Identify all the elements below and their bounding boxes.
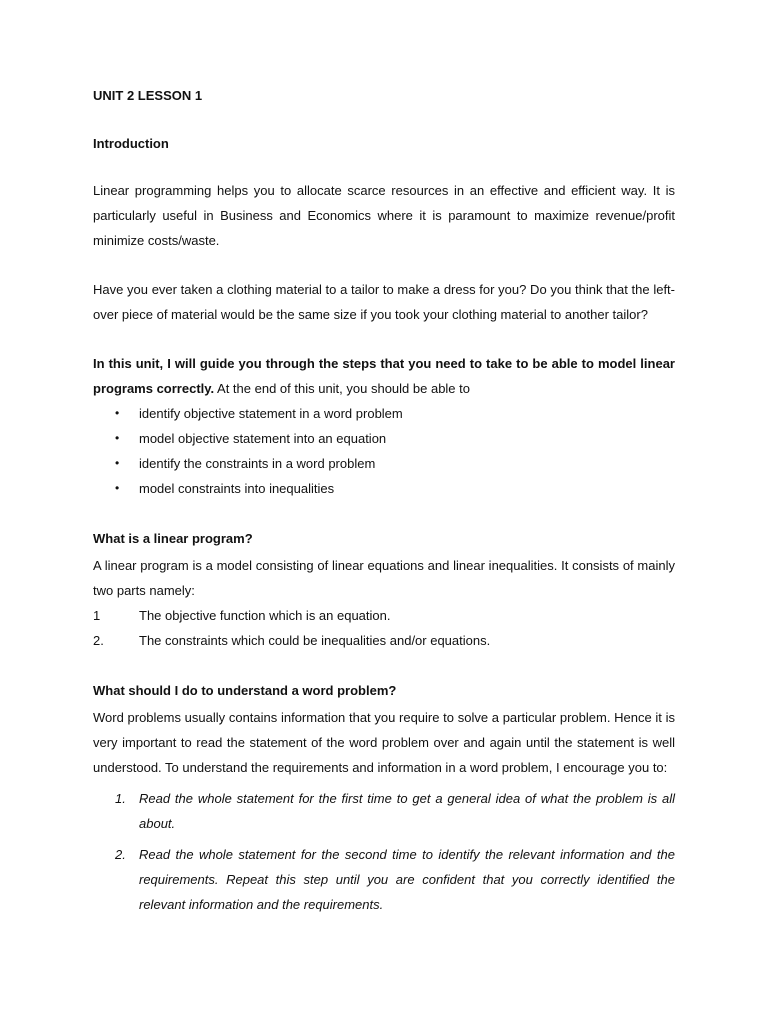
list-item: [93, 426, 675, 451]
list-item: [93, 786, 675, 836]
unit-title: UNIT 2 LESSON 1: [93, 88, 203, 103]
introduction-heading: Introduction: [93, 136, 169, 151]
objectives-list: [93, 401, 675, 501]
step-number: 1.: [115, 791, 126, 806]
word-problem-heading: What should I do to understand a word problem?: [93, 683, 397, 698]
objective-text: identify the constraints in a word problem: [139, 456, 376, 471]
objective-text: model objective statement into an equation: [139, 431, 387, 446]
part-text: The objective function which is an equation.: [139, 608, 391, 623]
steps-list: [93, 786, 675, 917]
objective-text: model constraints into inequalities: [139, 481, 335, 496]
step-text: Read the whole statement for the first time to get a general idea of what the problem is all about.: [139, 791, 675, 831]
list-item: [93, 628, 675, 653]
list-item: [93, 842, 675, 917]
objective-text: identify objective statement in a word problem: [139, 406, 403, 421]
intro-paragraph-3-bold: In this unit, I will guide you through the steps that you need to take to be able to model linear programs correctly.: [93, 356, 675, 396]
intro-paragraph-3: [93, 351, 675, 401]
step-text: Read the whole statement for the second time to identify the relevant information and the requirements. Repeat this step until you are confident that you correctly identified the relevant information and the requirements.: [139, 847, 675, 912]
bullet-icon: •: [115, 456, 120, 470]
list-item: [93, 451, 675, 476]
bullet-icon: •: [115, 481, 120, 495]
bullet-icon: •: [115, 406, 120, 420]
intro-paragraph-1: Linear programming helps you to allocate scarce resources in an effective and efficient way. It is particularly useful in Business and Economics where it is paramount to maximize revenue/profit minimize costs/waste.: [93, 183, 675, 248]
word-problem-paragraph: Word problems usually contains information that you require to solve a particular problem. Hence it is very important to read the statement of the word problem over and again until the statement is well understood. To understand the requirements and information in a word problem, I encourage you to:: [93, 710, 675, 775]
list-item: [93, 401, 675, 426]
part-number: 2.: [93, 633, 104, 648]
linear-program-paragraph: A linear program is a model consisting of linear equations and linear inequalities. It consists of mainly two parts namely:: [93, 558, 675, 598]
bullet-icon: •: [115, 431, 120, 445]
part-text: The constraints which could be inequalities and/or equations.: [139, 633, 491, 648]
intro-paragraph-3-rest: At the end of this unit, you should be able to: [214, 381, 470, 396]
intro-paragraph-2: Have you ever taken a clothing material to a tailor to make a dress for you? Do you think that the left-over piece of material would be the same size if you took your clothing material to another tailor?: [93, 282, 675, 322]
document-body: [93, 86, 675, 917]
part-number: 1: [93, 608, 101, 623]
linear-program-heading: What is a linear program?: [93, 531, 253, 546]
step-number: 2.: [115, 847, 126, 862]
list-item: [93, 476, 675, 501]
list-item: [93, 603, 675, 628]
